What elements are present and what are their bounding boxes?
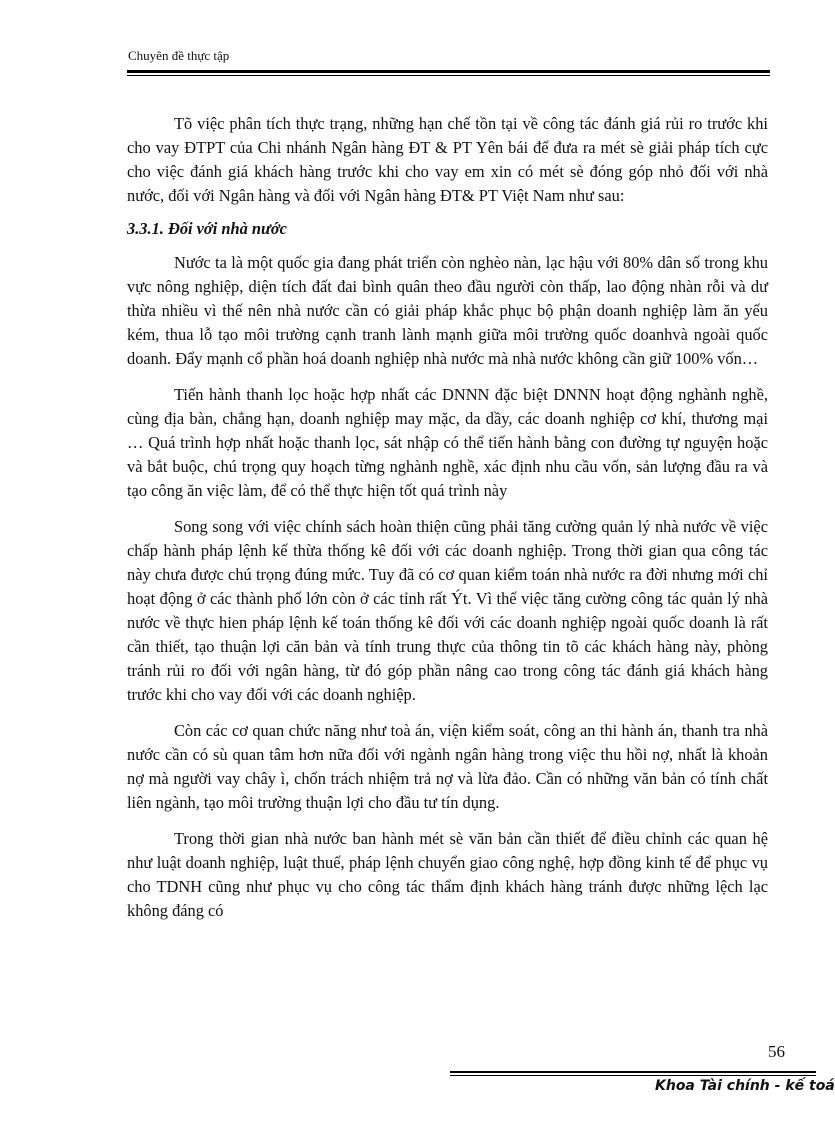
body-paragraph-2: Tiến hành thanh lọc hoặc hợp nhất các DNNN đặc biệt DNNN hoạt động nghành nghề, cùng địa bàn, chẳng hạn, doanh nghiệp may mặc, da dầy, các doanh nghiệp cơ khí, thương mại … Quá trình hợp nhất hoặc thanh lọc, sát nhập có thể tiến hành bằng con đường tự nguyện hoặc và bắt buộc, chú trọng quy hoạch từng nghành nghề, xác định nhu cầu vốn, sản lượng đầu ra và tạo công ăn việc làm, để có thể thực hiện tốt quá trình này (127, 385, 768, 500)
body-paragraph-4: Còn các cơ quan chức năng như toà án, viện kiểm soát, công an thi hành án, thanh tra nhà nước cần có sù quan tâm hơn nữa đối với ngành ngân hàng trong việc thu hồi nợ, nhất là khoản nợ mà người vay chây ì, chốn trách nhiệm trả nợ và lừa đảo. Cần có những văn bản có tính chất liên ngành, tạo môi trường thuận lợi cho đầu tư tín dụng. (127, 721, 768, 812)
section-heading: 3.3.1. Đối với nhà nước (127, 219, 287, 238)
body-paragraph-5: Trong thời gian nhà nước ban hành mét sè văn bản cần thiết để điều chỉnh các quan hệ như luật doanh nghiệp, luật thuế, pháp lệnh chuyển giao công nghệ, hợp đồng kinh tế để phục vụ cho TDNH cũng như phục vụ cho công tác thẩm định khách hàng tránh được những lệch lạc không đáng có (127, 829, 768, 920)
footer-rule-thick (450, 1071, 816, 1073)
document-body (127, 112, 768, 935)
page-header (127, 46, 770, 66)
body-paragraph-1: Nước ta là một quốc gia đang phát triển còn nghèo nàn, lạc hậu với 80% dân số trong khu vực nông nghiệp, diện tích đất đai bình quân theo đầu người còn thấp, lao động nhàn rỗi và dư thừa nhiều vì thế nên nhà nước cần có giải pháp khắc phục bộ phận doanh nghiệp làm ăn yếu kém, thua lỗ tạo môi trường cạnh tranh lành mạnh giữa môi trường quốc doanhvà ngoài quốc doanh. Đẩy mạnh cổ phần hoá doanh nghiệp nhà nước mà nhà nước không cần giữ 100% vốn… (127, 253, 768, 368)
header-rule-thin (127, 75, 770, 76)
footer-rule-thin (450, 1075, 816, 1076)
header-title: Chuyên đề thực tập (128, 48, 230, 63)
page-number: 56 (768, 1042, 785, 1061)
header-rule-thick (127, 70, 770, 73)
intro-paragraph: Tõ việc phân tích thực trạng, những hạn chế tồn tại về công tác đánh giá rủi ro trước khi cho vay ĐTPT của Chi nhánh Ngân hàng ĐT & PT Yên bái để đưa ra mét sè giải pháp tích cực cho việc đánh giá khách hàng trước khi cho vay em xin có mét sè đóng góp nhỏ đối với nhà nước, đối với Ngân hàng và đối với Ngân hàng ĐT& PT Việt Nam như sau: (127, 114, 768, 205)
body-paragraph-3: Song song với việc chính sách hoàn thiện cũng phải tăng cường quản lý nhà nước về việc chấp hành pháp lệnh kế thừa thống kê đối với các doanh nghiệp. Trong thời gian qua công tác này chưa được chú trọng đúng mức. Tuy đã có cơ quan kiểm toán nhà nước ra đời nhưng mới chỉ hoạt động ở các thành phố lớn còn ở các tỉnh rất Ýt. Vì thế việc tăng cường công tác quản lý nhà nước về thực hien pháp lệnh kế toán thống kê đối với các doanh nghiệp ngoài quốc doanh là rất cần thiết, tạo thuận lợi căn bản và tính trung thực của thông tin tõ các khách hàng này, phòng tránh rủi ro đối với ngân hàng, từ đó góp phần nâng cao trong công tác đánh giá khách hàng trước khi cho vay đối với các doanh nghiệp. (127, 517, 768, 704)
footer-department: Khoa Tài chính - kế toá (655, 1078, 835, 1094)
